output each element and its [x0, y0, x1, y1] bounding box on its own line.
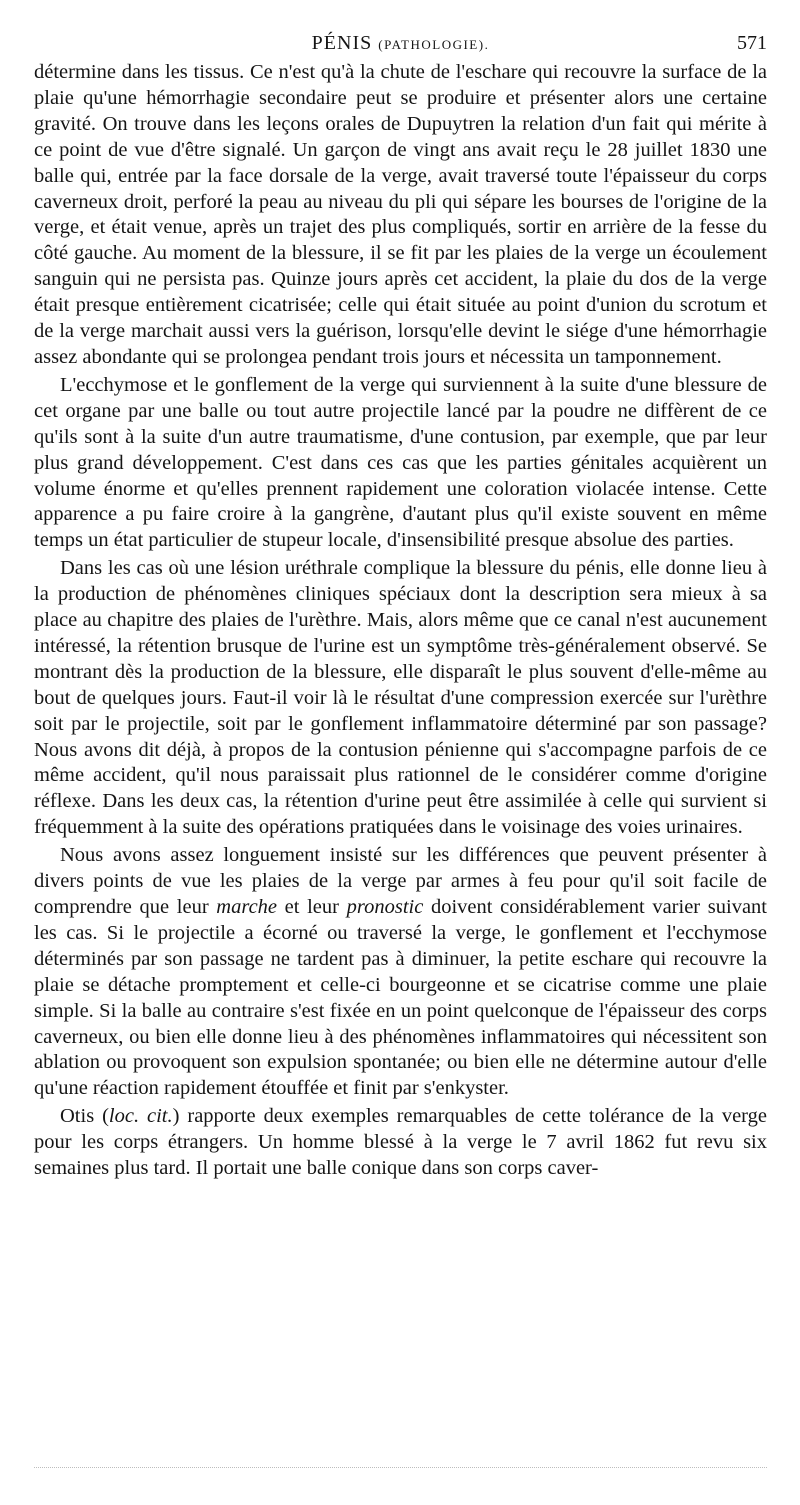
- paragraph-4-text-b: et leur: [277, 896, 347, 918]
- running-title-main: PÉNIS: [311, 32, 373, 54]
- footer-dotted-rule: [34, 1467, 767, 1468]
- paragraph-3: [34, 556, 767, 841]
- paragraph-4-italic-marche: marche: [216, 896, 278, 918]
- running-head: [34, 28, 767, 58]
- paragraph-5: [34, 1104, 767, 1182]
- paragraph-4-text-a: Nous avons assez longuement insisté sur les différences que peuvent présenter à divers points de vue les plaies de la verge par armes à feu pour qu'il soit facile de comprendre que leur: [34, 844, 767, 918]
- page-number: 571: [737, 32, 767, 54]
- paragraph-1: [34, 60, 767, 371]
- running-title-sub: (PATHOLOGIE).: [378, 37, 490, 52]
- paragraph-4-italic-pronostic: pronostic: [346, 896, 424, 918]
- paragraph-3-text: Dans les cas où une lésion uréthrale complique la blessure du pénis, elle donne lieu à la production de phénomènes cliniques spéciaux dont la description sera mieux à sa place au chapitre des plaies de l'urèthre. Mais, alors même que ce canal n'est aucunement intéressé, la rétention brusque de l'urine est un symptôme très-généralement observé. Se montrant dès la production de la blessure, elle disparaît le plus souvent d'elle-même au bout de quelques jours. Faut-il voir là le résultat d'une compression exercée sur l'urèthre soit par le projectile, soit par le gonflement inflammatoire déterminé par son passage? Nous avons dit déjà, à propos de la contusion pénienne qui s'accompagne parfois de ce même accident, qu'il nous paraissait plus rationnel de le considérer comme d'origine réflexe. Dans les deux cas, la rétention d'urine peut être assimilée à celle qui survient si fréquemment à la suite des opérations pratiquées dans le voisinage des voies urinaires.: [34, 557, 767, 839]
- running-title: [34, 28, 767, 60]
- paragraph-1-text: détermine dans les tissus. Ce n'est qu'à la chute de l'eschare qui recouvre la surface de la plaie qu'une hémorrhagie secondaire peut se produire et présenter alors une certaine gravité. On trouve dans les leçons orales de Dupuytren la relation d'un fait qui mérite à ce point de vue d'être signalé. Un garçon de vingt ans avait reçu le 28 juillet 1830 une balle qui, entrée par la face dorsale de la verge, avait traversé toute l'épaisseur du corps caverneux droit, perforé la peau au niveau du pli qui sépare les bourses de l'origine de la verge, et était venue, après un trajet des plus compliqués, sortir en arrière de la fesse du côté gauche. Au moment de la blessure, il se fit par les plaies de la verge un écoulement sanguin qui ne persista pas. Quinze jours après cet accident, la plaie du dos de la verge était presque entièrement cicatrisée; celle qui était située au point d'union du scrotum et de la verge marchait aussi vers la guérison, lorsqu'elle devint le siége d'une hémorrhagie assez abondante qui se prolongea pendant trois jours et nécessita un tamponnement.: [34, 61, 767, 368]
- paragraph-2-text: L'ecchymose et le gonflement de la verge qui surviennent à la suite d'une blessure de cet organe par une balle ou tout autre projectile lancé par la poudre ne diffèrent de ce qu'ils sont à la suite d'un autre traumatisme, d'une contusion, par exemple, que par leur plus grand développement. C'est dans ces cas que les parties génitales acquièrent un volume énorme et qu'elles prennent rapidement une coloration violacée intense. Cette apparence a pu faire croire à la gangrène, d'autant plus qu'il existe souvent en même temps un état particulier de stupeur locale, d'insensibilité presque absolue des parties.: [34, 373, 767, 552]
- paragraph-2: [34, 373, 767, 554]
- paragraph-4-text-c: doivent considérablement varier suivant les cas. Si le projectile a écorné ou traversé la verge, le gonflement et l'ecchymose déterminés par son passage ne tardent pas à diminuer, la petite eschare qui recouvre la plaie se détache promptement et celle-ci bourgeonne et se cicatrise comme une plaie simple. Si la balle au contraire s'est fixée en un point quelconque de l'épaisseur des corps caverneux, ou bien elle donne lieu à des phénomènes inflammatoires qui nécessitent son ablation ou provoquent son expulsion spontanée; ou bien elle ne détermine autour d'elle qu'une réaction rapidement étouffée et finit par s'enkyster.: [34, 896, 767, 1100]
- paragraph-5-text-b: ) rapporte deux exemples remarquables de cette tolérance de la verge pour les corps étrangers. Un homme blessé à la verge le 7 avril 1862 fut revu six semaines plus tard. Il portait une balle conique dans son corps caver-: [34, 1105, 767, 1180]
- paragraph-5-italic-citation: loc. cit.: [108, 1105, 173, 1128]
- paragraph-4: [34, 843, 767, 1102]
- paragraph-5-text-a: Otis (: [60, 1105, 109, 1128]
- body-text: [34, 60, 767, 1182]
